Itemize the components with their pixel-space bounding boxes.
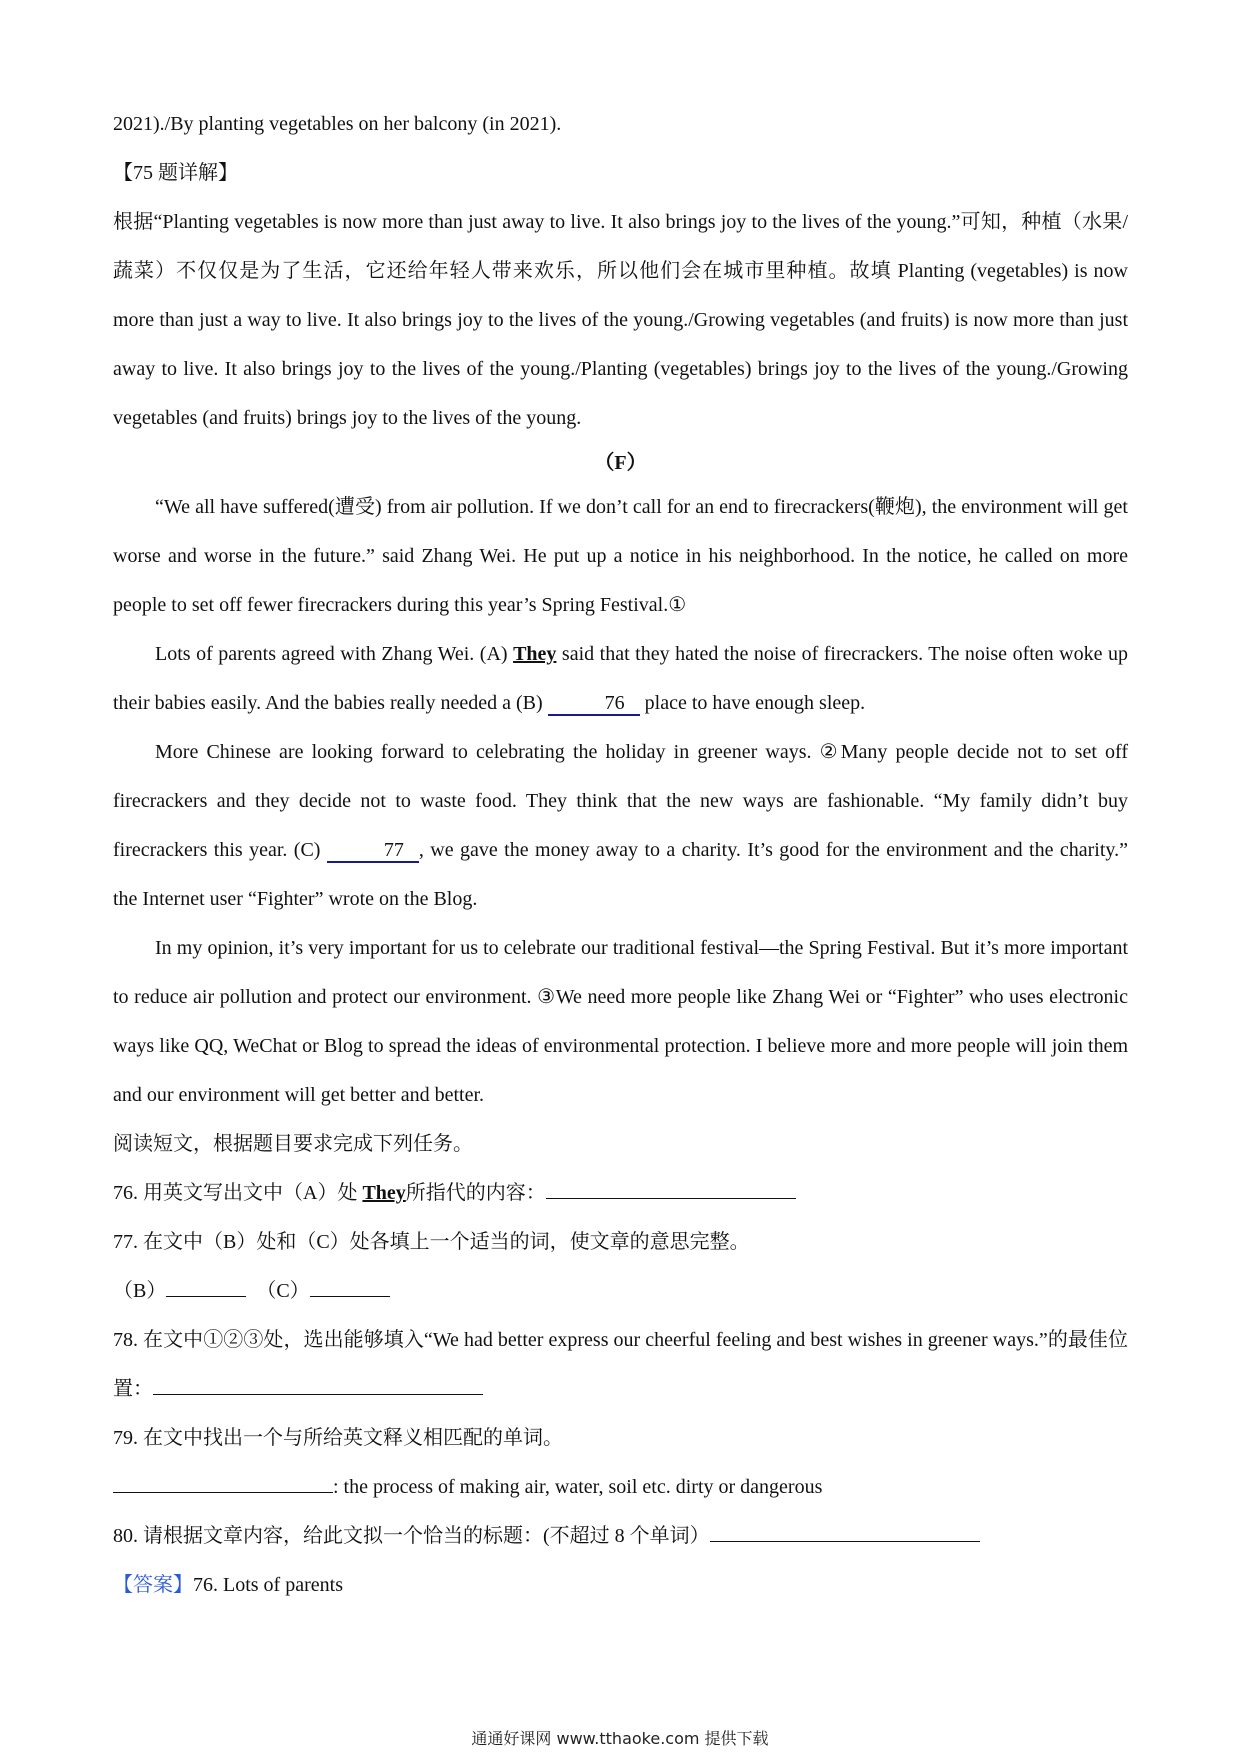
section-title: （F） (594, 452, 647, 474)
question-79: 79. 在文中找出一个与所给英文释义相匹配的单词。 (113, 1427, 563, 1449)
previous-answer-tail: 2021)./By planting vegetables on her balcony (in 2021). (113, 113, 562, 135)
q77-b-label: （B） (113, 1280, 167, 1302)
answer-blank-76 (546, 1198, 796, 1199)
answer-tag: 【答案】 (113, 1574, 193, 1596)
answer-blank-78 (153, 1394, 483, 1395)
passage-paragraph-1: “We all have suffered(遭受) from air pollution. If we don’t call for an end to firecrackers(鞭炮), the environment will get worse and worse in the future.” said Zhang Wei. He put up a notice in his neighborhood. In the notice, he called on more people to set off fewer firecrackers during this year’s Spring Festival.① (113, 496, 1128, 616)
footer-watermark: 通通好课网 www.tthaoke.com 提供下载 (471, 1729, 769, 1748)
p3-text-b: , we gave the money away to a charity. It’s good for the environment and the charity.” the Internet user “Fighter” wrote on the Blog. (113, 839, 1128, 910)
question-80 (113, 1512, 1128, 1561)
q75-explanation: 根据“Planting vegetables is now more than just away to live. It also brings joy to the lives of the young.”可知，种植（水果/蔬菜）不仅仅是为了生活，它还给年轻人带来欢乐，所以他们会在城市里种植。故填 Planting (vegetables) is now more than just a way to live. It also brings joy to the lives of the young./Growing vegetables (and fruits) is now more than just away to live. It also brings joy to the lives of the young./Planting (vegetables) brings joy to the lives of the young./Growing vegetables (and fruits) brings joy to the lives of the young. (113, 211, 1128, 429)
p2-text-b: said that they hated the noise of firecrackers. The noise often woke up their babies easily. And the babies really needed a (B) (113, 643, 1128, 714)
they-marker-a: They (513, 643, 557, 665)
q75-heading: 【75 题详解】 (113, 162, 238, 184)
p3-text-a: More Chinese are looking forward to celebrating the holiday in greener ways. ②Many people decide not to set off firecrackers and they decide not to waste food. They think that the new ways are fashionable. “My family didn’t buy firecrackers this year. (C) (113, 741, 1128, 861)
q78-text: 78. 在文中①②③处，选出能够填入“We had better express our cheerful feeling and best wishes in greener ways.”的最佳位置： (113, 1329, 1128, 1400)
p2-text-a: Lots of parents agreed with Zhang Wei. (A) (155, 643, 514, 665)
answer-blank-b (166, 1296, 246, 1297)
blank-76: 76 (548, 692, 640, 716)
q76-text-b: 所指代的内容： (405, 1182, 546, 1204)
answer-line (113, 1561, 1128, 1610)
q76-text-a: 76. 用英文写出文中（A）处 (113, 1182, 363, 1204)
document-page (113, 100, 1128, 1610)
p2-text-c: place to have enough sleep. (639, 692, 866, 714)
answer-blank-80 (710, 1541, 980, 1542)
passage-paragraph-2 (113, 630, 1128, 728)
passage-paragraph-4: In my opinion, it’s very important for us to celebrate our traditional festival—the Spring Festival. But it’s more important to reduce air pollution and protect our environment. ③We need more people like Zhang Wei or “Fighter” who uses electronic ways like QQ, WeChat or Blog to spread the ideas of environmental protection. I believe more and more people will join them and our environment will get better and better. (113, 937, 1128, 1106)
question-79-definition (113, 1463, 1128, 1512)
blank-77: 77 (327, 839, 419, 863)
answer-blank-79 (113, 1492, 333, 1493)
they-marker-q76: They (362, 1182, 406, 1204)
question-77: 77. 在文中（B）处和（C）处各填上一个适当的词，使文章的意思完整。 (113, 1231, 750, 1253)
passage-paragraph-3 (113, 728, 1128, 924)
q80-text: 80. 请根据文章内容，给此文拟一个恰当的标题：(不超过 8 个单词） (113, 1525, 710, 1547)
answer-text: 76. Lots of parents (193, 1574, 343, 1596)
q77-c-label: （C） (256, 1280, 310, 1302)
question-77-blanks (113, 1267, 1128, 1316)
question-76 (113, 1169, 1128, 1218)
q79-def-text: : the process of making air, water, soil etc. dirty or dangerous (333, 1476, 823, 1498)
task-instruction: 阅读短文，根据题目要求完成下列任务。 (113, 1133, 473, 1155)
answer-blank-c (310, 1296, 390, 1297)
question-78 (113, 1316, 1128, 1414)
